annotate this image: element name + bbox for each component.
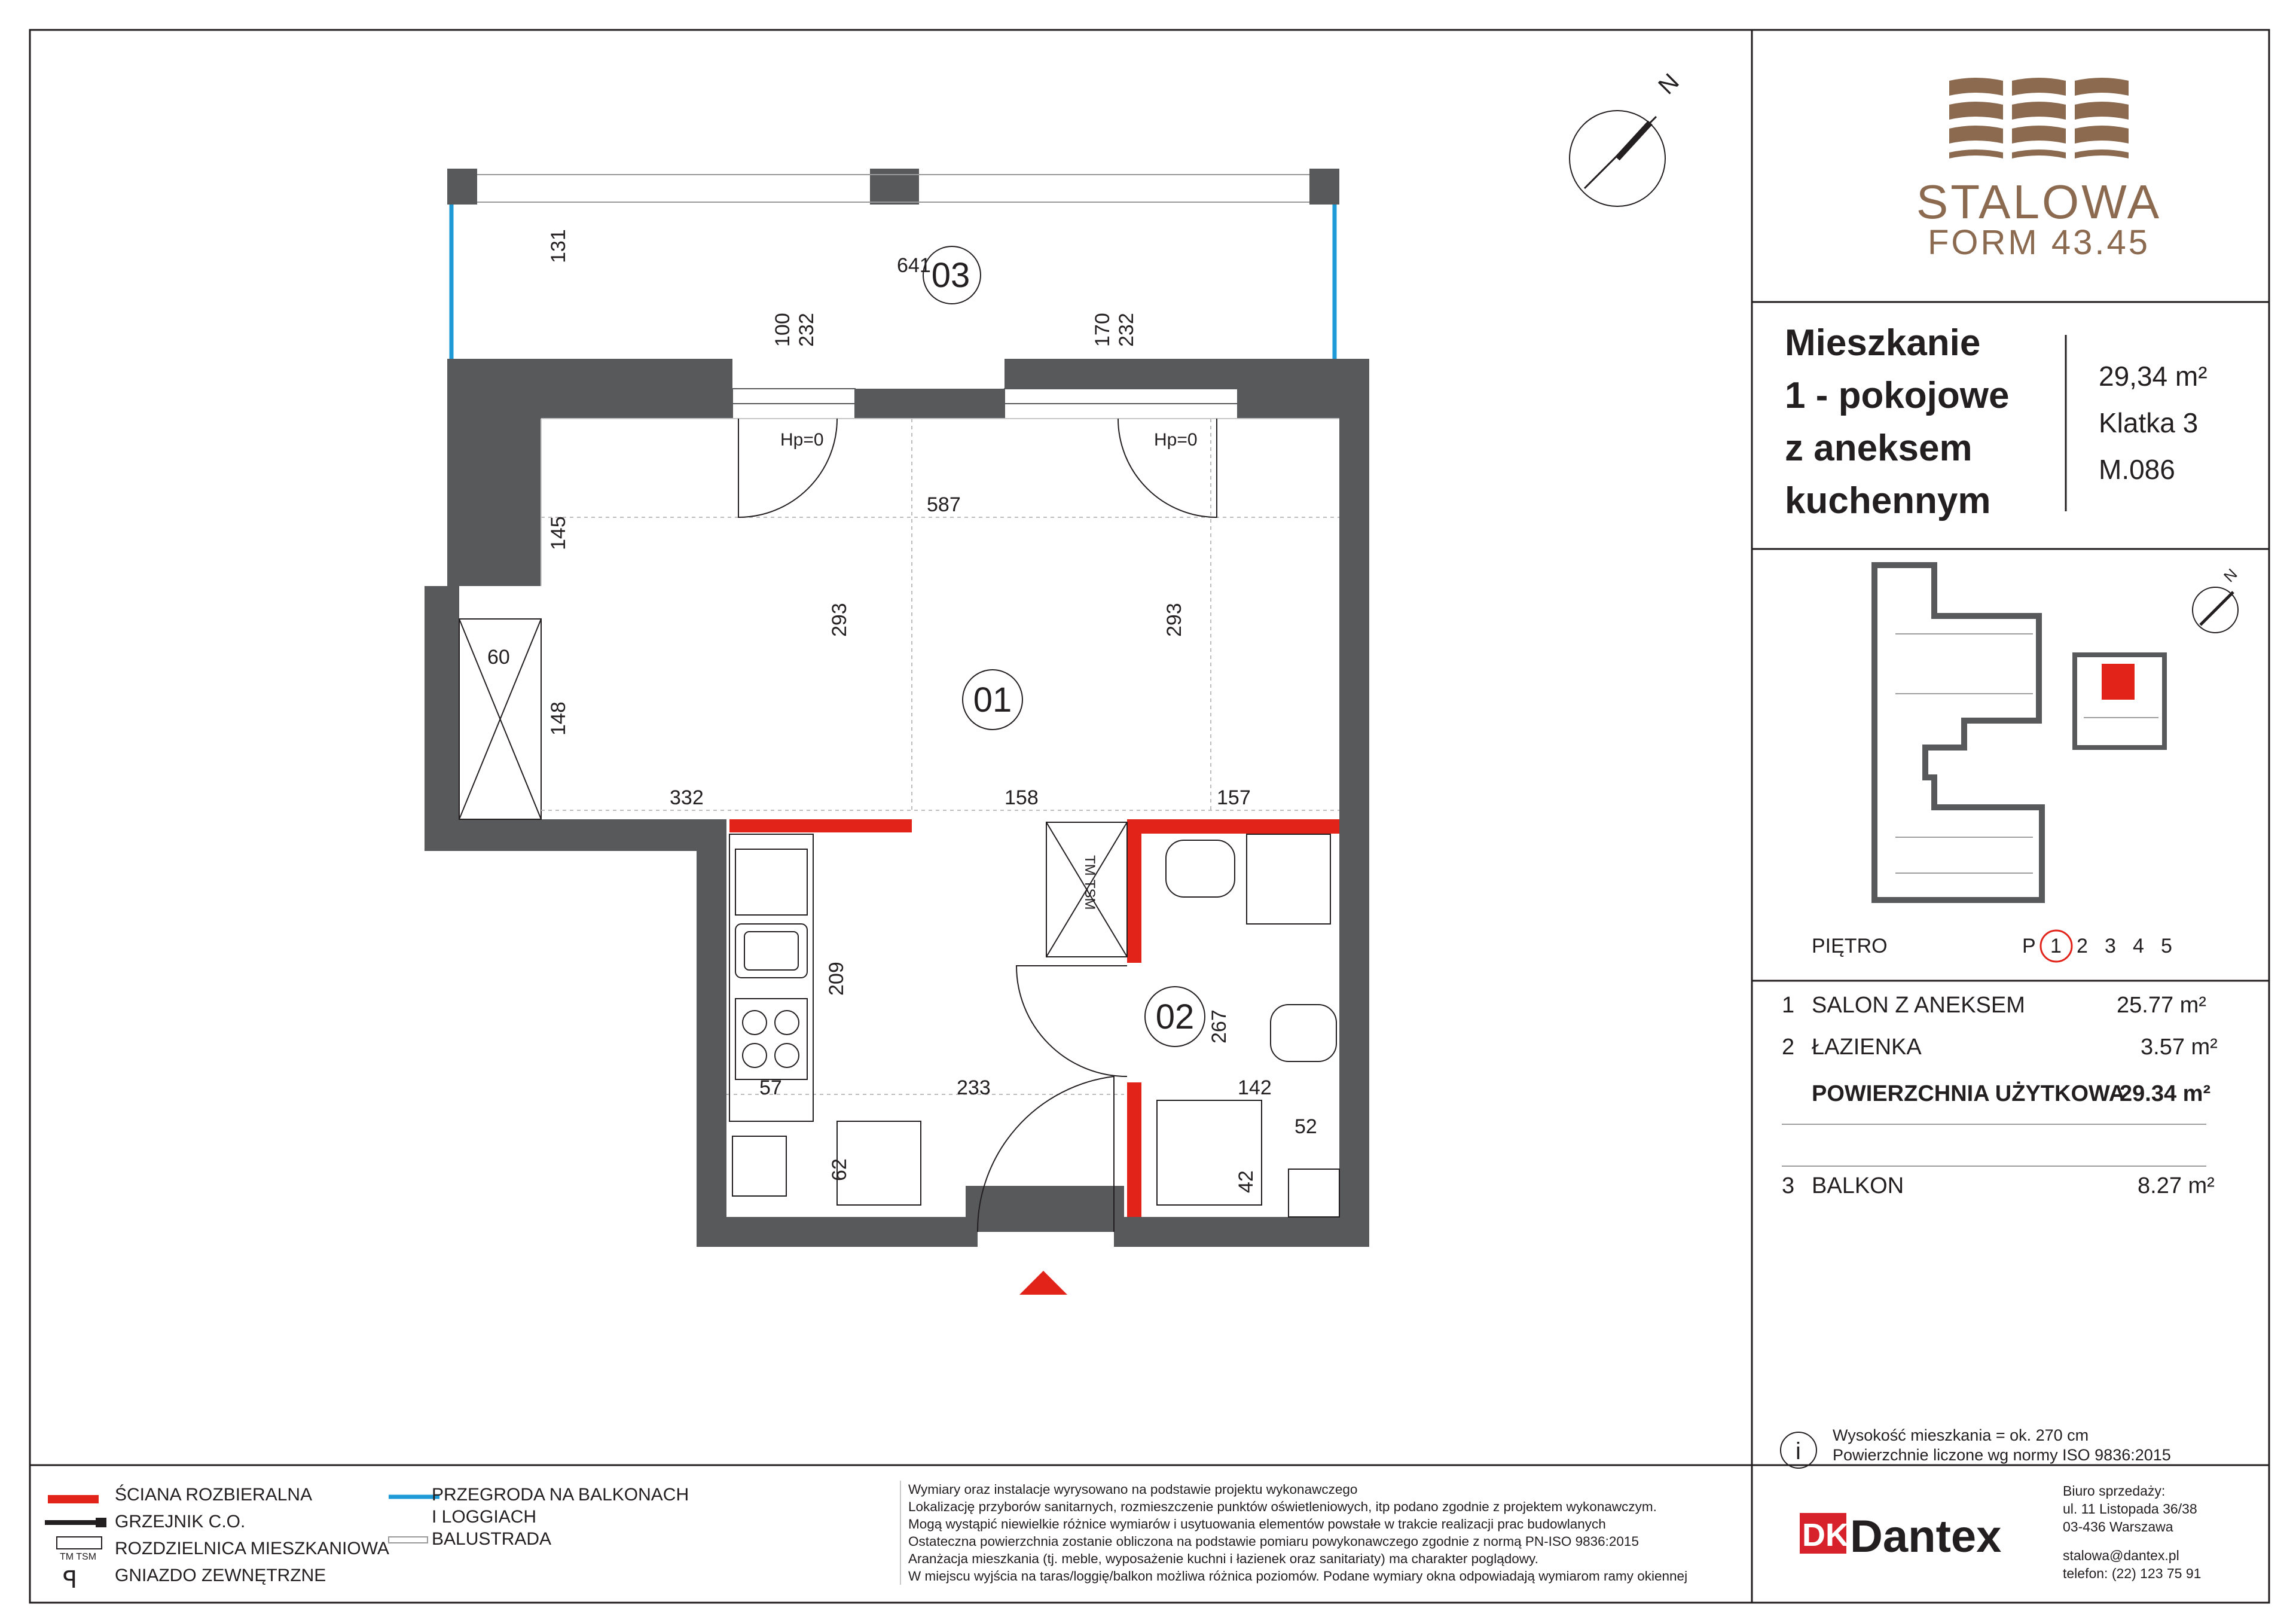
room-area: 8.27 m² xyxy=(2138,1173,2215,1198)
logo-brick xyxy=(2012,126,2066,144)
dishwasher xyxy=(735,849,807,915)
apartment-title-line: Mieszkanie xyxy=(1785,322,1981,364)
developer-name: Dantex xyxy=(1850,1511,2002,1562)
burner xyxy=(775,1044,799,1067)
legend-balustrade-symbol xyxy=(389,1537,428,1543)
dim-bath-width: 142 xyxy=(1238,1076,1272,1099)
logo-brick xyxy=(2012,78,2066,96)
room-label-living: 01 xyxy=(973,681,1012,719)
developer-logo xyxy=(1800,1511,2001,1562)
floor-option[interactable]: 4 xyxy=(2133,935,2144,957)
note-line: Lokalizację przyborów sanitarnych, rozmieszczenie punktów oświetleniowych, itp podano zgodnie z projektem wykonawczym. xyxy=(908,1499,1657,1514)
toilet xyxy=(1271,1005,1336,1061)
living-room-floor xyxy=(541,419,1339,819)
sales-office xyxy=(2063,1482,2201,1582)
dim-left-lower: 148 xyxy=(547,701,570,736)
note-line: Ostateczna powierzchnia zostanie obliczona na podstawie pomiaru powykonawczego zgodnie z normą PN-ISO 9836:2015 xyxy=(908,1534,1639,1549)
distribution-board-label: TM TSM xyxy=(1082,855,1098,910)
developer-logo-mark-text: DK xyxy=(1802,1517,1849,1553)
burner xyxy=(775,1011,799,1035)
apartment-title-line: z aneksem xyxy=(1785,428,1973,469)
burner xyxy=(743,1011,767,1035)
logo-brick xyxy=(1949,150,2003,158)
room-area: 25.77 m² xyxy=(2117,993,2206,1018)
dim-hall-width: 233 xyxy=(957,1076,991,1099)
dim-seg-3: 157 xyxy=(1217,786,1251,809)
removable-wall-bath-left-1 xyxy=(1127,819,1141,963)
floor-plan xyxy=(425,69,1684,1295)
door-sill-right: Hp=0 xyxy=(1154,430,1198,450)
dim-win2-height: 232 xyxy=(1115,313,1138,347)
balcony-column-left xyxy=(447,169,477,205)
logo-brick xyxy=(2075,78,2129,96)
floor-selector xyxy=(2022,935,2172,957)
legend-label: BALUSTRADA xyxy=(432,1529,552,1549)
legend-label: ŚCIANA ROZBIERALNA xyxy=(115,1485,313,1505)
entry-marker xyxy=(1019,1271,1067,1295)
logo-brick xyxy=(1949,78,2003,96)
north-label: N xyxy=(1653,68,1684,100)
sales-office-phone[interactable]: telefon: (22) 123 75 91 xyxy=(2063,1566,2202,1581)
logo-brick xyxy=(2075,102,2129,120)
sales-office-email[interactable]: stalowa@dantex.pl xyxy=(2063,1548,2179,1563)
dim-shower: 42 xyxy=(1235,1170,1257,1193)
legend-label: I LOGGIACH xyxy=(432,1507,537,1527)
note-line: Wymiary oraz instalacje wyrysowano na podstawie projektu wykonawczego xyxy=(908,1482,1358,1497)
dim-room-depth-right: 293 xyxy=(1163,603,1186,637)
dim-seg-1: 332 xyxy=(670,786,704,809)
burner xyxy=(743,1044,767,1067)
key-plan-unit xyxy=(2102,664,2135,700)
logo-brick xyxy=(2012,150,2066,158)
legend-distribution-board-symbol xyxy=(57,1537,102,1549)
info-icon-glyph: i xyxy=(1796,1438,1801,1465)
sales-office-address: ul. 11 Listopada 36/38 xyxy=(2063,1501,2197,1517)
dim-room-depth-left: 293 xyxy=(828,603,851,637)
dim-fridge: 62 xyxy=(828,1158,851,1181)
dim-counter: 57 xyxy=(759,1076,782,1099)
info-line: Wysokość mieszkania = ok. 270 cm xyxy=(1833,1426,2089,1444)
brand-subtitle: FORM 43.45 xyxy=(1928,223,2150,262)
sales-office-heading: Biuro sprzedaży: xyxy=(2063,1483,2166,1499)
apartment-title xyxy=(1785,317,2009,527)
room-label-bathroom: 02 xyxy=(1155,997,1195,1036)
dim-kitchen-length: 209 xyxy=(825,962,848,996)
legend-distribution-board-glyph: TM TSM xyxy=(60,1552,97,1562)
info-text xyxy=(1833,1426,2171,1465)
brand-name: STALOWA xyxy=(1916,175,2162,228)
key-plan xyxy=(1812,565,2241,962)
sink-bowl xyxy=(744,932,798,970)
floor-option[interactable]: 3 xyxy=(2105,935,2116,957)
total-area: 29.34 m² xyxy=(2120,1081,2211,1106)
brand-logo xyxy=(1916,78,2161,262)
washing-machine xyxy=(1247,834,1330,924)
key-plan-building xyxy=(1874,565,2042,900)
floor-option[interactable]: P xyxy=(2022,935,2036,957)
dim-room-width: 587 xyxy=(927,493,961,516)
apartment-title-line: kuchennym xyxy=(1785,480,1991,521)
dim-niche: 60 xyxy=(487,646,510,669)
logo-brick xyxy=(1949,102,2003,120)
note-line: Aranżacja mieszkania (tj. meble, wyposażenie kuchni i łazienek oraz sanitariaty) ma charakter poglądowy. xyxy=(908,1551,1538,1566)
apartment-area: 29,34 m² xyxy=(2099,361,2208,392)
legend-socket-symbol: ꟼ xyxy=(63,1567,78,1593)
room-number: 2 xyxy=(1782,1035,1795,1060)
sales-office-spacer xyxy=(2063,1536,2201,1546)
shaft-kitchen xyxy=(732,1136,786,1196)
shaft-bath xyxy=(1289,1169,1339,1217)
legend-removable-wall-symbol xyxy=(48,1495,99,1503)
legend-label: GRZEJNIK C.O. xyxy=(115,1512,246,1532)
room-label-balcony: 03 xyxy=(931,256,970,295)
key-plan-north-needle xyxy=(2200,592,2233,625)
north-arrow-needle xyxy=(1617,123,1650,158)
legend-radiator-end xyxy=(96,1518,106,1527)
dim-balcony-length: 641 xyxy=(897,254,931,277)
sales-office-city: 03-436 Warszawa xyxy=(2063,1519,2173,1534)
balcony-column-right xyxy=(1309,169,1339,205)
room-area: 3.57 m² xyxy=(2141,1035,2218,1060)
room-name: BALKON xyxy=(1812,1173,1904,1198)
legend-label: ROZDZIELNICA MIESZKANIOWA xyxy=(115,1539,389,1558)
info-line: Powierzchnie liczone wg normy ISO 9836:2015 xyxy=(1833,1446,2171,1464)
dim-bath-depth: 267 xyxy=(1208,1009,1231,1044)
floor-selector-label: PIĘTRO xyxy=(1812,935,1888,957)
washbasin xyxy=(1166,840,1235,897)
floor-option-selected[interactable]: 1 xyxy=(2050,935,2062,957)
note-line: Mogą wystąpić niewielkie różnice wymiarów i usytuowania elementów powstałe w trakcie realizacji prac budowlanych xyxy=(908,1517,1606,1532)
cooktop xyxy=(735,999,807,1079)
door-sill-left: Hp=0 xyxy=(780,430,824,450)
legend-label: PRZEGRODA NA BALKONACH xyxy=(432,1485,689,1505)
dim-win2-width: 170 xyxy=(1091,313,1114,347)
dim-seg-2: 158 xyxy=(1004,786,1039,809)
apartment-info xyxy=(2099,353,2208,493)
logo-brick xyxy=(2075,150,2129,158)
room-number: 1 xyxy=(1782,993,1795,1018)
dim-win1-height: 232 xyxy=(795,313,818,347)
dim-balcony-depth: 131 xyxy=(547,229,570,263)
floor-option[interactable]: 2 xyxy=(2077,935,2088,957)
logo-brick xyxy=(2075,126,2129,144)
room-name: ŁAZIENKA xyxy=(1812,1035,1922,1060)
removable-wall-kitchen xyxy=(729,819,912,832)
apartment-staircase: Klatka 3 xyxy=(2099,407,2199,438)
room-name: SALON Z ANEKSEM xyxy=(1812,993,2025,1018)
apartment-title-line: 1 - pokojowe xyxy=(1785,375,2010,416)
dim-left-upper: 145 xyxy=(547,516,570,550)
logo-brick xyxy=(1949,126,2003,144)
legend-label: GNIAZDO ZEWNĘTRZNE xyxy=(115,1566,326,1585)
room-number: 3 xyxy=(1782,1173,1795,1198)
floor-option[interactable]: 5 xyxy=(2161,935,2172,957)
note-line: W miejscu wyjścia na taras/loggię/balkon możliwa różnica poziomów. Podane wymiary okna odpowiadają wymiarom ramy okiennej xyxy=(908,1569,1688,1584)
key-plan-north-label: N xyxy=(2220,565,2241,586)
total-label: POWIERZCHNIA UŻYTKOWA xyxy=(1812,1081,2126,1106)
bathroom-door[interactable] xyxy=(1016,966,1127,1076)
dim-win1-width: 100 xyxy=(771,313,794,347)
apartment-unit: M.086 xyxy=(2099,454,2175,485)
logo-brick xyxy=(2012,102,2066,120)
dim-shaft: 52 xyxy=(1294,1115,1317,1138)
notes-block xyxy=(900,1481,1687,1585)
removable-wall-bath-left-2 xyxy=(1127,1082,1141,1217)
removable-wall-bath-top xyxy=(1127,819,1339,834)
